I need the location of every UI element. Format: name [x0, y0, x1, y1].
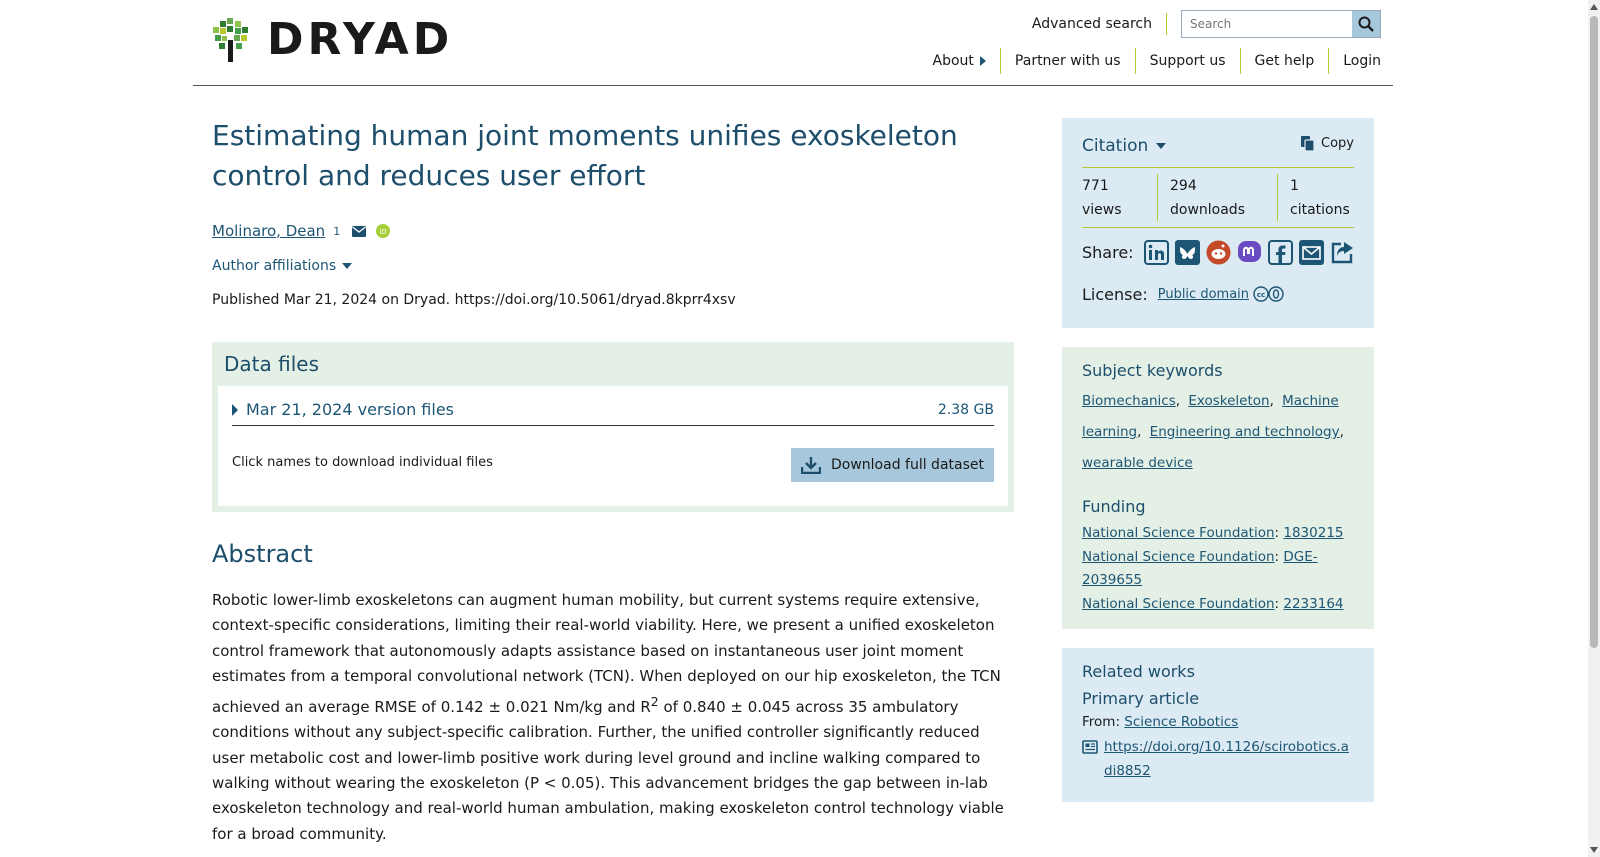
author-affiliation-number[interactable]: 1 — [333, 224, 341, 238]
version-files-toggle[interactable] — [232, 400, 994, 426]
abstract-heading: Abstract — [212, 540, 313, 568]
keyword-link[interactable]: Biomechanics — [1082, 393, 1176, 409]
caret-down-icon — [1156, 143, 1166, 149]
related-works-panel — [1062, 648, 1374, 802]
bluesky-icon[interactable] — [1175, 240, 1200, 265]
data-files-heading: Data files — [224, 352, 319, 376]
funding-item: National Science Foundation: DGE-2039655 — [1082, 548, 1318, 588]
dryad-tree-icon — [213, 18, 249, 62]
orcid-icon[interactable] — [376, 224, 390, 238]
utility-bar — [1032, 10, 1381, 38]
caret-right-icon — [232, 404, 238, 416]
reddit-icon[interactable] — [1206, 240, 1231, 265]
dataset-title: Estimating human joint moments unifies exoskeleton control and reduces user effort — [212, 119, 958, 192]
award-link[interactable]: 2233164 — [1283, 595, 1344, 612]
version-files-label: Mar 21, 2024 version files — [246, 400, 454, 419]
funding-item: National Science Foundation: 1830215 — [1082, 525, 1344, 541]
scroll-up-arrow-icon[interactable] — [1590, 4, 1598, 10]
version-files-size: 2.38 GB — [937, 401, 994, 418]
funder-link[interactable]: National Science Foundation — [1082, 595, 1275, 612]
journal-link[interactable]: Science Robotics — [1124, 714, 1239, 730]
author-link[interactable]: Molinaro, Dean — [212, 222, 326, 240]
advanced-search-link[interactable]: Advanced search — [1032, 13, 1167, 35]
keywords-list: Biomechanics, Exoskeleton, Machine learning, Engineering and technology, wearable device — [1082, 393, 1344, 471]
nav-partner[interactable]: Partner with us — [1000, 48, 1135, 74]
keyword-link[interactable]: wearable device — [1082, 455, 1193, 471]
caret-right-icon — [980, 56, 986, 66]
share-row — [1082, 232, 1354, 272]
license-row — [1082, 276, 1354, 312]
mastodon-icon[interactable] — [1237, 240, 1262, 265]
site-header — [193, 0, 1393, 86]
search-button[interactable] — [1352, 11, 1380, 37]
main-content — [212, 116, 1014, 847]
author-row — [212, 222, 1014, 240]
share-label: Share: — [1082, 242, 1134, 262]
data-files-panel — [212, 342, 1014, 512]
keywords-funding-panel — [1062, 347, 1374, 629]
search-input[interactable] — [1182, 11, 1352, 37]
nav-support[interactable]: Support us — [1135, 48, 1240, 74]
award-link[interactable]: DGE-2039655 — [1082, 548, 1318, 588]
mail-icon[interactable] — [352, 226, 366, 237]
svg-text:cc: cc — [1256, 291, 1266, 299]
nav-get-help[interactable]: Get help — [1240, 48, 1329, 74]
copy-citation-button[interactable]: Copy — [1301, 136, 1354, 152]
linkedin-icon[interactable] — [1144, 240, 1169, 265]
award-link[interactable]: 1830215 — [1283, 525, 1344, 541]
article-icon — [1082, 740, 1098, 754]
download-icon — [801, 456, 821, 474]
cc-zero-icon[interactable] — [1253, 286, 1285, 302]
published-info: Published Mar 21, 2024 on Dryad. https://doi.org/10.5061/dryad.8kprr4xsv — [212, 292, 736, 308]
share-icon[interactable] — [1330, 240, 1355, 265]
views-metric: 771 views — [1082, 174, 1158, 221]
copy-icon — [1301, 136, 1315, 152]
citation-panel — [1062, 118, 1374, 328]
facebook-icon[interactable] — [1268, 240, 1293, 265]
metrics-row — [1082, 168, 1354, 228]
logo-wordmark: DRYAD — [267, 14, 454, 65]
data-files-body — [218, 386, 1008, 506]
keyword-link[interactable]: Machine learning — [1082, 393, 1339, 440]
download-full-dataset-button[interactable]: Download full dataset — [791, 448, 994, 482]
dryad-logo[interactable] — [213, 16, 453, 64]
keyword-link[interactable]: Exoskeleton — [1188, 393, 1270, 409]
caret-down-icon — [342, 263, 352, 269]
subject-keywords-heading: Subject keywords — [1082, 361, 1223, 380]
primary-article-source: From: Science Robotics — [1082, 714, 1239, 730]
abstract-text: Robotic lower-limb exoskeletons can augment human mobility, but current systems require extensive, context-specific considerations, limiting their real-world viability. Here, we present a unified exoskeleton control framework that autonomously adapts assistance based on instantaneous user joint moment estimates from a temporal convolutional network (TCN). When deployed on our hip exoskeleton, the TCN achieved an average RMSE of 0.142 ± 0.021 Nm/kg and $R^2$ of 0.840 ± 0.045 across 35 ambulatory conditions without any subject-specific calibration. Further, the unified controller significantly reduced user metabolic cost and lower-limb positive work during level ground and incline walking compared to walking without wearing the exoskeleton (P < 0.05). This advancement bridges the gap between in-lab exoskeleton technology and real-world human ambulation, making exoskeleton control technology viable for a broad community. — [212, 591, 1004, 843]
primary-article-doi — [1082, 736, 1354, 783]
funder-link[interactable]: National Science Foundation — [1082, 525, 1275, 541]
scroll-thumb[interactable] — [1590, 16, 1598, 648]
funding-list — [1082, 522, 1354, 616]
primary-article-doi-link[interactable]: https://doi.org/10.1126/scirobotics.adi8852 — [1104, 739, 1349, 779]
related-works-heading: Related works — [1082, 662, 1195, 681]
page-scrollbar[interactable] — [1588, 0, 1600, 857]
funding-item: National Science Foundation: 2233164 — [1082, 595, 1344, 612]
funder-link[interactable]: National Science Foundation — [1082, 548, 1275, 565]
scroll-down-arrow-icon[interactable] — [1590, 847, 1598, 853]
main-nav — [919, 48, 1381, 74]
license-label: License: — [1082, 284, 1148, 304]
nav-login[interactable]: Login — [1328, 48, 1381, 74]
email-share-icon[interactable] — [1299, 240, 1324, 265]
search-icon — [1358, 16, 1374, 32]
keyword-link[interactable]: Engineering and technology — [1149, 424, 1340, 440]
primary-article-heading: Primary article — [1082, 689, 1200, 708]
citation-toggle[interactable]: Citation — [1082, 136, 1166, 156]
nav-about[interactable]: About — [919, 48, 1000, 74]
download-row — [232, 442, 994, 482]
license-link[interactable]: Public domain — [1157, 286, 1250, 302]
downloads-metric: 294 downloads — [1158, 174, 1278, 221]
funding-heading: Funding — [1082, 497, 1146, 516]
svg-text:iD: iD — [379, 228, 387, 236]
author-affiliations-toggle[interactable]: Author affiliations — [212, 258, 1014, 274]
citations-metric: 1 citations — [1290, 178, 1350, 218]
download-hint: Click names to download individual files — [232, 454, 493, 470]
search-form — [1181, 10, 1381, 38]
